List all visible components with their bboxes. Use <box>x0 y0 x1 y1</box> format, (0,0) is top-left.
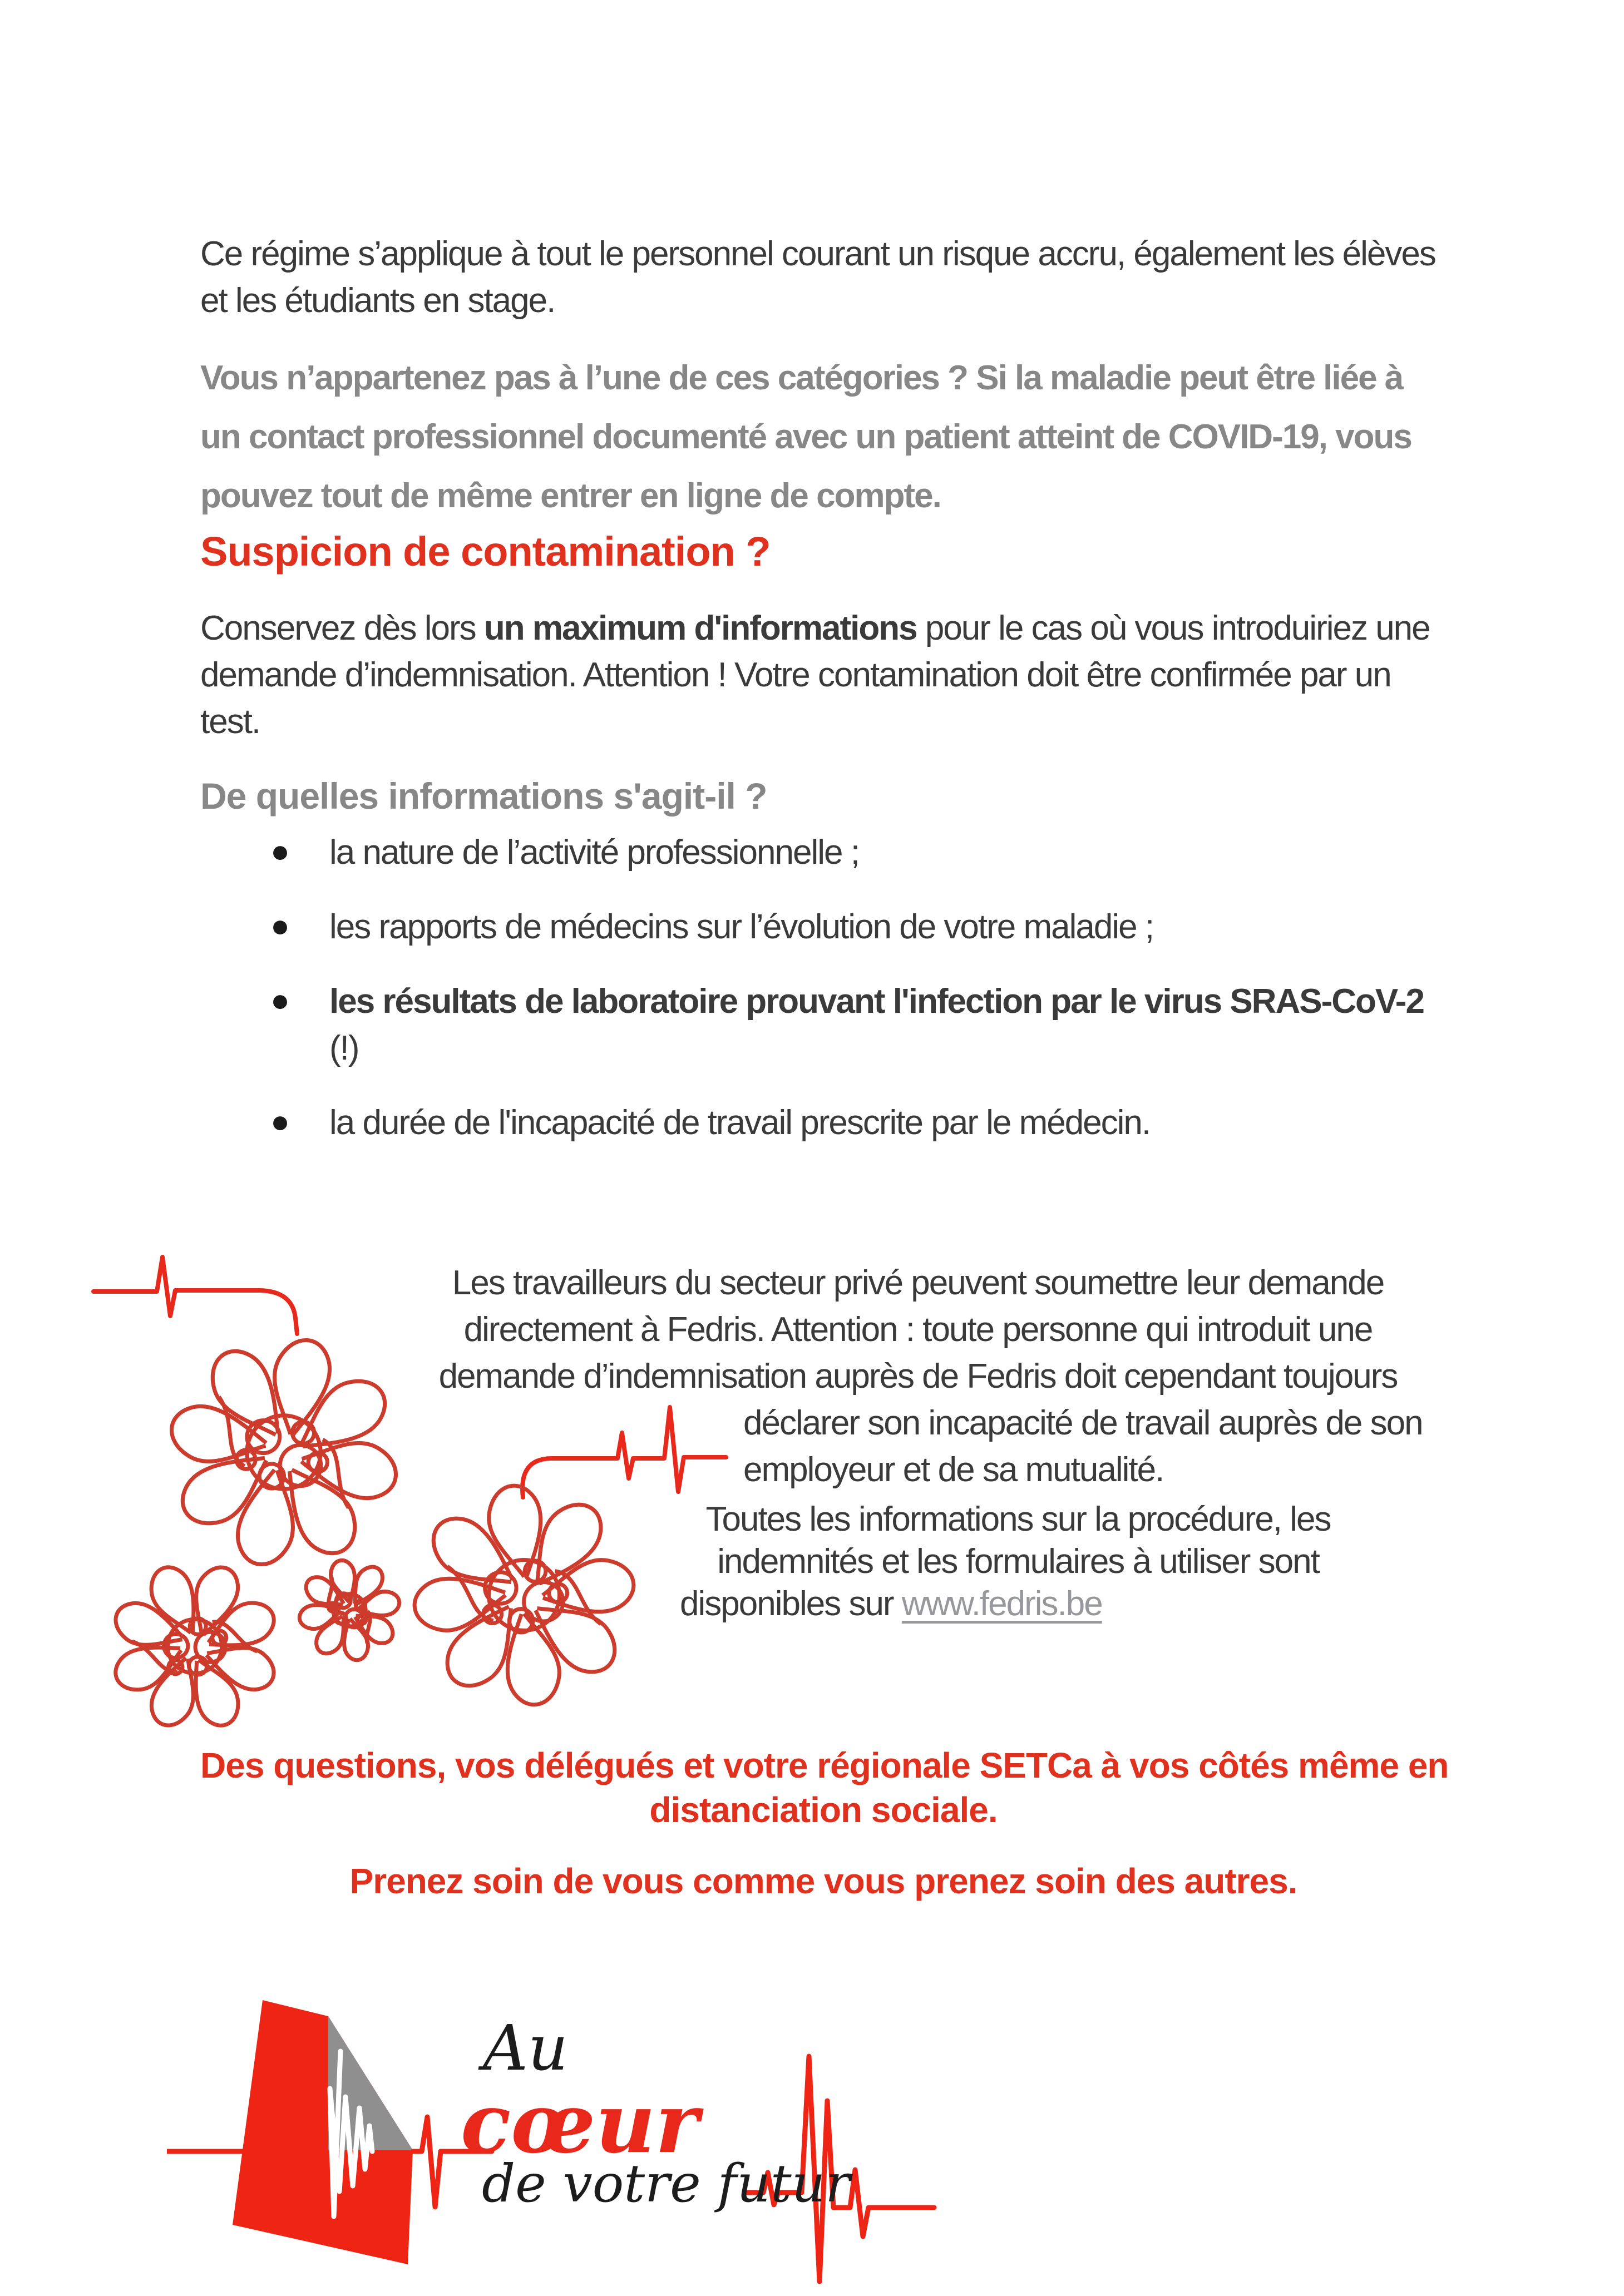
logo-word-au: Au <box>483 2012 569 2085</box>
list-item <box>267 978 1435 1072</box>
heading-suspicion: Suspicion de contamination ? <box>200 528 771 575</box>
category-note-paragraph: Vous n’appartenez pas à l’une de ces catégories ? Si la maladie peut être liée à un contact professionnel documenté avec un patient atteint de COVID-19, vous pouvez tout de même entrer en ligne de compte. <box>200 359 1411 515</box>
intro-paragraph: Ce régime s’applique à tout le personnel courant un risque accru, également les élèves et les étudiants en stage. <box>200 235 1435 320</box>
list-item <box>267 1100 1435 1146</box>
bullet-icon: ● <box>270 1104 289 1140</box>
fedris-paragraph-line: Les travailleurs du secteur privé peuvent soumettre leur demande <box>452 1264 1384 1302</box>
info-paragraph-line: indemnités et les formulaires à utiliser sont <box>717 1542 1319 1581</box>
logo-word-futur: de votre futur <box>482 2154 851 2214</box>
bullet-icon: ● <box>270 982 289 1018</box>
list-item <box>267 904 1435 951</box>
fedris-link[interactable]: www.fedris.be <box>901 1585 1102 1623</box>
heading-informations: De quelles informations s'agit-il ? <box>200 775 767 817</box>
bullet-icon: ● <box>270 833 289 869</box>
fedris-paragraph-line: directement à Fedris. Attention : toute personne qui introduit une <box>463 1310 1373 1349</box>
info-paragraph-line <box>680 1583 1102 1625</box>
info-paragraph-line: Toutes les informations sur la procédure, les <box>705 1500 1331 1538</box>
ekg-line-middle <box>522 1407 726 1497</box>
list-item-text: les résultats de laboratoire prouvant l'infection par le virus SRAS-CoV-2 <box>329 982 1424 1021</box>
conservez-paragraph <box>200 605 1447 745</box>
list-item-text: la durée de l'incapacité de travail prescrite par le médecin. <box>329 1104 1151 1142</box>
list-item <box>267 829 1435 876</box>
info-line-prefix: disponibles sur <box>680 1585 902 1623</box>
logo-word-coeur: cœur <box>461 2075 699 2171</box>
ekg-line-top <box>93 1257 297 1334</box>
fedris-paragraph-line: employeur et de sa mutualité. <box>743 1451 1164 1489</box>
virus-icon <box>147 1316 419 1588</box>
closing-message-line: Des questions, vos délégués et votre régionale SETCa à vos côtés même en <box>200 1745 1449 1785</box>
virus-icon <box>400 1471 649 1720</box>
conservez-pre: Conservez dès lors <box>200 609 484 647</box>
closing-message-line: Prenez soin de vous comme vous prenez soin des autres. <box>349 1861 1297 1901</box>
closing-message-line: distanciation sociale. <box>649 1790 998 1830</box>
list-item-text: la nature de l’activité professionnelle ; <box>329 833 859 872</box>
conservez-bold: un maximum d'informations <box>483 609 917 647</box>
list-item-suffix: (!) <box>329 1029 359 1067</box>
bullet-icon: ● <box>270 908 289 944</box>
virus-icon <box>83 1535 306 1758</box>
fedris-paragraph-line: déclarer son incapacité de travail auprès de son <box>743 1404 1423 1442</box>
virus-icon <box>279 1540 419 1680</box>
conservez-post: pour le cas où vous introduiriez une demande d’indemnisation. Attention ! Votre contamination doit être confirmée par un test. <box>200 609 1430 741</box>
list-item-text: les rapports de médecins sur l’évolution de votre maladie ; <box>329 908 1154 946</box>
informations-list <box>267 829 1435 1174</box>
fedris-paragraph-line: demande d’indemnisation auprès de Fedris doit cependant toujours <box>438 1357 1398 1396</box>
